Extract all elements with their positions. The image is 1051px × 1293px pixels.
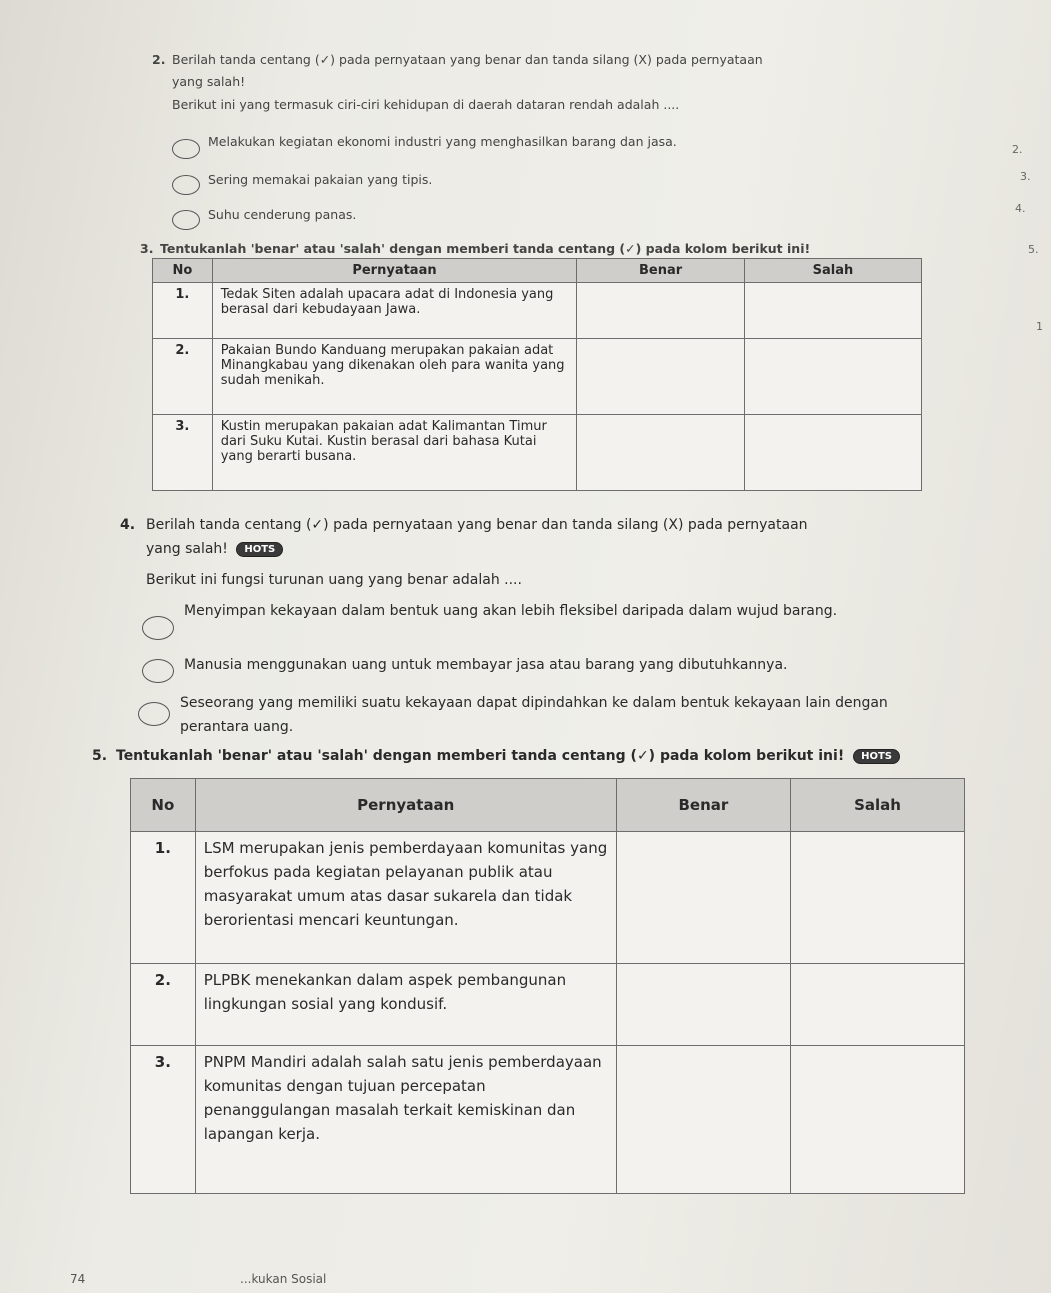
q3-header-benar: Benar xyxy=(577,259,745,283)
footer-subject: ...kukan Sosial xyxy=(240,1272,327,1286)
q3-header-no: No xyxy=(153,259,213,283)
q4-option-2-text: Manusia menggunakan uang untuk membayar jasa atau barang yang dibutuhkannya. xyxy=(184,657,788,673)
hots-badge: HOTS xyxy=(236,542,283,557)
q5-row-2-no: 2. xyxy=(131,964,196,1046)
q2-option-2-radio[interactable] xyxy=(172,175,200,195)
table-row xyxy=(131,1046,965,1194)
margin-note: 1 xyxy=(1036,320,1043,333)
q5-number: 5. xyxy=(92,748,108,764)
q5-header-benar: Benar xyxy=(616,779,790,832)
table-row xyxy=(131,832,965,964)
q5-row-3-text: PNPM Mandiri adalah salah satu jenis pemberdayaan komunitas dengan tujuan percepatan penanggulangan masalah terkait kemiskinan dan lapangan kerja. xyxy=(195,1046,616,1194)
hots-badge: HOTS xyxy=(853,749,900,764)
table-row xyxy=(153,283,922,339)
q5-row-1-text: LSM merupakan jenis pemberdayaan komunitas yang berfokus pada kegiatan pelayanan publik atau masyarakat umum atas dasar sukarela dan tidak berorientasi mencari keuntungan. xyxy=(195,832,616,964)
q3-number: 3. xyxy=(140,241,154,256)
q2-option-3-text: Suhu cenderung panas. xyxy=(208,207,357,222)
q5-row-3-benar-cell[interactable] xyxy=(616,1046,790,1194)
q3-instruction: Tentukanlah 'benar' atau 'salah' dengan memberi tanda centang (✓) pada kolom berikut ini! xyxy=(160,241,811,256)
q3-header-statement: Pernyataan xyxy=(212,259,577,283)
margin-note: 3. xyxy=(1020,170,1031,183)
q5-table xyxy=(130,778,965,1194)
page-number: 74 xyxy=(70,1272,86,1286)
q3-row-2-salah-cell[interactable] xyxy=(744,339,921,415)
q5-row-2-benar-cell[interactable] xyxy=(616,964,790,1046)
q4-instruction-line2: yang salah! xyxy=(146,541,228,557)
table-row xyxy=(153,339,922,415)
q3-row-2-no: 2. xyxy=(153,339,213,415)
margin-note: 4. xyxy=(1015,202,1026,215)
q5-row-2-text: PLPBK menekankan dalam aspek pembangunan lingkungan sosial yang kondusif. xyxy=(195,964,616,1046)
q2-number: 2. xyxy=(152,52,166,67)
q2-option-3-radio[interactable] xyxy=(172,210,200,230)
q4-instruction-line2-wrap xyxy=(146,541,283,557)
margin-note: 2. xyxy=(1012,143,1023,156)
q4-stem: Berikut ini fungsi turunan uang yang benar adalah .... xyxy=(146,572,522,588)
q3-row-2-text: Pakaian Bundo Kanduang merupakan pakaian adat Minangkabau yang dikenakan oleh para wanita yang sudah menikah. xyxy=(212,339,577,415)
q3-row-2-benar-cell[interactable] xyxy=(577,339,745,415)
table-row xyxy=(131,964,965,1046)
q2-instruction-line2: yang salah! xyxy=(172,74,246,89)
q3-row-3-text: Kustin merupakan pakaian adat Kalimantan Timur dari Suku Kutai. Kustin berasal dari bahasa Kutai yang berarti busana. xyxy=(212,415,577,491)
q5-row-1-no: 1. xyxy=(131,832,196,964)
q3-row-1-salah-cell[interactable] xyxy=(744,283,921,339)
q2-stem: Berikut ini yang termasuk ciri-ciri kehidupan di daerah dataran rendah adalah .... xyxy=(172,97,680,112)
table-row xyxy=(153,415,922,491)
q5-header-no: No xyxy=(131,779,196,832)
q5-row-1-benar-cell[interactable] xyxy=(616,832,790,964)
q2-option-1-text: Melakukan kegiatan ekonomi industri yang menghasilkan barang dan jasa. xyxy=(208,134,677,149)
q3-header-salah: Salah xyxy=(744,259,921,283)
q4-instruction-line1: Berilah tanda centang (✓) pada pernyataan yang benar dan tanda silang (X) pada pernyataan xyxy=(146,517,808,533)
q4-option-2-radio[interactable] xyxy=(142,659,174,683)
q5-instruction-wrap xyxy=(116,748,956,764)
q5-header-salah: Salah xyxy=(791,779,965,832)
q4-option-3-text: Seseorang yang memiliki suatu kekayaan dapat dipindahkan ke dalam bentuk kekayaan lain dengan perantara uang. xyxy=(180,695,888,735)
q3-row-1-benar-cell[interactable] xyxy=(577,283,745,339)
q4-option-1-radio[interactable] xyxy=(142,616,174,640)
q5-row-3-no: 3. xyxy=(131,1046,196,1194)
q3-row-1-no: 1. xyxy=(153,283,213,339)
q5-instruction: Tentukanlah 'benar' atau 'salah' dengan memberi tanda centang (✓) pada kolom berikut ini! xyxy=(116,748,845,764)
margin-note: 5. xyxy=(1028,243,1039,256)
q2-option-2-text: Sering memakai pakaian yang tipis. xyxy=(208,172,433,187)
q3-row-3-no: 3. xyxy=(153,415,213,491)
q4-option-3-radio[interactable] xyxy=(138,702,170,726)
q3-row-1-text: Tedak Siten adalah upacara adat di Indonesia yang berasal dari kebudayaan Jawa. xyxy=(212,283,577,339)
q5-row-3-salah-cell[interactable] xyxy=(791,1046,965,1194)
q4-number: 4. xyxy=(120,517,136,533)
q3-table xyxy=(152,258,922,491)
q5-header-statement: Pernyataan xyxy=(195,779,616,832)
q5-row-2-salah-cell[interactable] xyxy=(791,964,965,1046)
q4-option-1-text: Menyimpan kekayaan dalam bentuk uang akan lebih fleksibel daripada dalam wujud barang. xyxy=(184,603,838,619)
q3-row-3-salah-cell[interactable] xyxy=(744,415,921,491)
q3-row-3-benar-cell[interactable] xyxy=(577,415,745,491)
q5-row-1-salah-cell[interactable] xyxy=(791,832,965,964)
q2-option-1-radio[interactable] xyxy=(172,139,200,159)
q2-instruction-line1: Berilah tanda centang (✓) pada pernyataan yang benar dan tanda silang (X) pada pernyataan xyxy=(172,52,763,67)
